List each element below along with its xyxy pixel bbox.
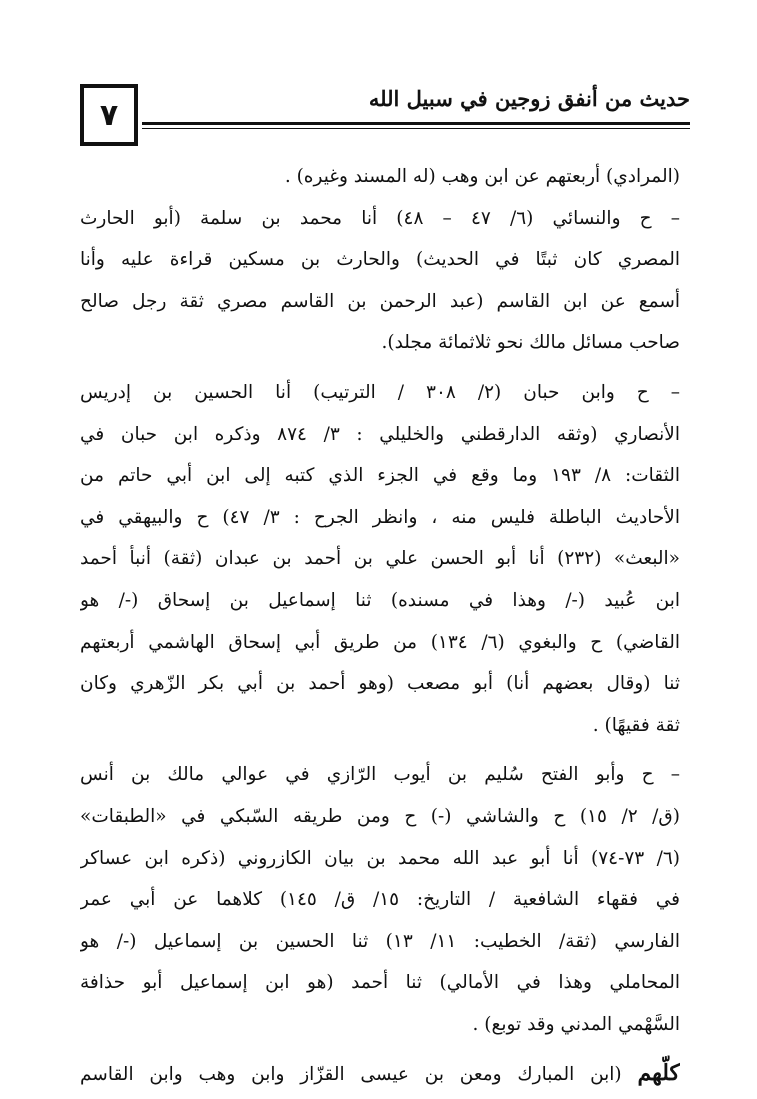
paragraph-2	[80, 198, 680, 364]
text-line: «البعث» (٢٣٢) أنا أبو الحسن علي بن أحمد بن عبدان (ثقة) أنبأ أحمد	[80, 548, 680, 570]
text-line: المصري كان ثبتًا في الحديث) والحارث بن مسكين قراءة عليه وأنا	[80, 249, 680, 271]
paragraph-gap	[80, 1045, 680, 1053]
text-line: أسمع عن ابن القاسم (عبد الرحمن بن القاسم مصري ثقة رجل صالح	[80, 290, 680, 312]
text-line: القاضي) ح والبغوي (٦/ ١٣٤) من طريق أبي إسحاق الهاشمي أربعتهم	[80, 631, 680, 653]
lead-word: كلّهم	[637, 1060, 680, 1087]
paragraph-gap	[80, 364, 680, 372]
text-line: ثقة فقيهًا) .	[592, 714, 680, 736]
text-line: في فقهاء الشافعية / التاريخ: ١٥/ ق/ ١٤٥) كلاهما عن أبي عمر	[80, 889, 680, 911]
text-line: المحاملي وهذا في الأمالي) ثنا أحمد (هو ابن إسماعيل أبو حذافة	[80, 972, 680, 994]
page-header	[80, 84, 690, 150]
text-line: ابن عُبيد (-/ وهذا في مسنده) ثنا إسماعيل بن إسحاق (-/ هو	[80, 589, 680, 611]
text-line-rest: (ابن المبارك ومعن بن عيسى القزّاز وابن وهب وابن القاسم	[80, 1064, 622, 1086]
paragraph-gap	[80, 746, 680, 754]
header-rule-thick	[142, 122, 690, 125]
text-line: الأحاديث الباطلة فليس منه ، وانظر الجرح : ٣/ ٤٧) ح والبيهقي في	[80, 506, 680, 528]
paragraph-5	[80, 1053, 680, 1095]
text-line: السَّهْمي المدني وقد توبع) .	[472, 1013, 680, 1035]
header-rule-thin	[142, 128, 690, 129]
text-line: الفارسي (ثقة/ الخطيب: ١١/ ١٣) ثنا الحسين بن إسماعيل (-/ هو	[80, 930, 680, 952]
text-line: صاحب مسائل مالك نحو ثلاثمائة مجلد).	[381, 332, 680, 354]
paragraph-1	[80, 156, 680, 198]
paragraph-3	[80, 372, 680, 746]
page-number: ٧	[80, 84, 138, 146]
text-line: – ح وابن حبان (٢/ ٣٠٨ / الترتيب) أنا الحسين بن إدريس	[80, 381, 680, 403]
paragraph-4	[80, 754, 680, 1045]
running-title: حديث من أنفق زوجين في سبيل الله	[368, 86, 690, 111]
text-line: – ح والنسائي (٦/ ٤٧ – ٤٨) أنا محمد بن سلمة (أبو الحارث	[80, 207, 680, 229]
text-line: ثنا (وقال بعضهم أنا) أبو مصعب (وهو أحمد بن أبي بكر الزّهري وكان	[80, 673, 680, 695]
text-line: الأنصاري (وثقه الدارقطني والخليلي : ٣/ ٨٧٤ وذكره ابن حبان في	[80, 423, 680, 445]
text-line	[80, 1053, 680, 1095]
text-line: (ق/ ٢/ ١٥) ح والشاشي (-) ح ومن طريقه السّبكي في «الطبقات»	[80, 805, 680, 827]
body-text	[80, 156, 680, 1095]
text-line: – ح وأبو الفتح سُليم بن أيوب الرّازي في عوالي مالك بن أنس	[80, 764, 680, 786]
text-line: (٦/ ٧٣-٧٤) أنا أبو عبد الله محمد بن بيان الكازروني (ذكره ابن عساكر	[80, 847, 680, 869]
text-line: الثقات: ٨/ ١٩٣ وما وقع في الجزء الذي كتبه إلى ابن أبي حاتم من	[80, 465, 680, 487]
text-line: (المرادي) أربعتهم عن ابن وهب (له المسند وغيره) .	[284, 166, 680, 187]
header-rule	[142, 122, 690, 130]
